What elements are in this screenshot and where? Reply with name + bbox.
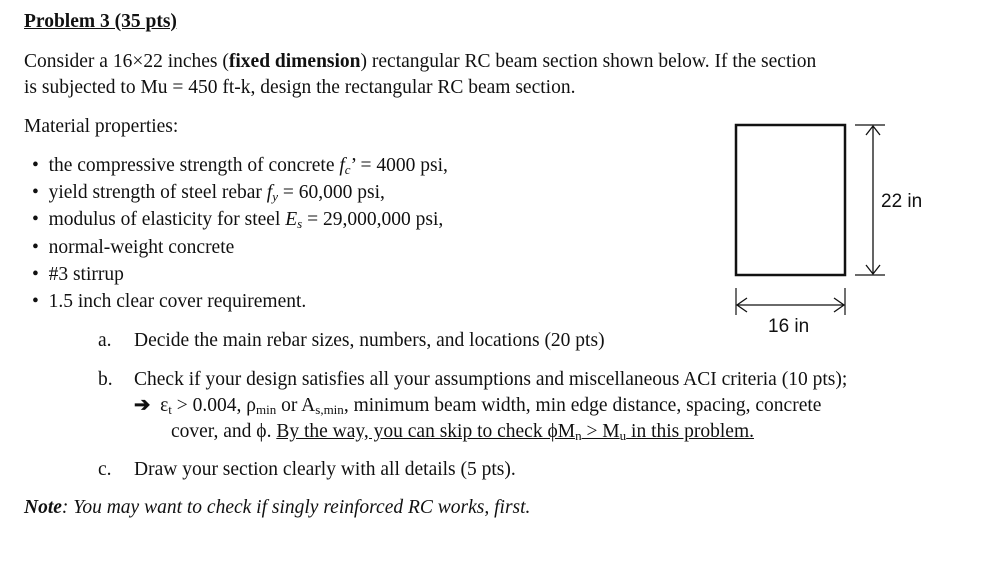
- task-a-text: Decide the main rebar sizes, numbers, and locations (20 pts): [134, 330, 605, 351]
- bullet: •: [32, 155, 39, 176]
- beam-section-rectangle: [736, 125, 845, 275]
- task-c-text: Draw your section clearly with all details (5 pts).: [134, 459, 516, 480]
- intro-line-1: [24, 50, 816, 74]
- material-item-stirrup: • #3 stirrup: [32, 264, 124, 285]
- height-label: 22 in: [881, 191, 923, 212]
- intro-line-2: is subjected to Mu = 450 ft-k, design the rectangular RC beam section.: [24, 77, 576, 98]
- bullet: •: [32, 209, 39, 230]
- bullet: •: [32, 182, 39, 203]
- material-item-concrete: • normal-weight concrete: [32, 237, 235, 258]
- material-heading: Material properties:: [24, 116, 179, 137]
- beam-section-figure: [725, 115, 965, 345]
- fixed-dimension-text: fixed dimension: [228, 51, 361, 72]
- width-label: 16 in: [768, 316, 810, 337]
- intro-text-a: Consider a 16×22 inches (: [24, 51, 229, 72]
- task-a-label: a.: [98, 330, 112, 351]
- note-label: Note: [24, 497, 62, 518]
- material-item-cover: • 1.5 inch clear cover requirement.: [32, 291, 307, 312]
- task-c-label: c.: [98, 459, 112, 480]
- note-text: : You may want to check if singly reinforced RC works, first.: [61, 497, 531, 518]
- material-item-fc: • the compressive strength of concrete $f_c$’ = 4000 psi,: [32, 155, 448, 177]
- bullet: •: [32, 237, 39, 258]
- problem-title: Problem 3 (35 pts): [24, 11, 177, 32]
- task-b-label: b.: [98, 369, 113, 390]
- material-item-es: • modulus of elasticity for steel $E_s = 29,000,000$ psi,: [32, 209, 444, 231]
- bullet: •: [32, 291, 39, 312]
- bullet: •: [32, 264, 39, 285]
- material-item-fy: • yield strength of steel rebar $f_y = 60,000$ psi,: [32, 182, 385, 204]
- task-b-criteria-line: ➔ εt > 0.004, ρmin or As,min, minimum beam width, min edge distance, spacing, concrete: [134, 395, 822, 417]
- note: [24, 496, 530, 520]
- task-b-text: Check if your design satisfies all your assumptions and miscellaneous ACI criteria (10 pts);: [134, 369, 848, 390]
- width-dimension: [736, 288, 845, 315]
- skip-note: By the way, you can skip to check ϕMn > Mu in this problem.: [276, 421, 754, 443]
- intro-text-c: ) rectangular RC beam section shown below. If the section: [360, 51, 817, 72]
- task-b-cover-line: cover, and ϕ. By the way, you can skip to check ϕMn > Mu in this problem.: [171, 421, 754, 443]
- arrow-icon: ➔: [134, 395, 151, 416]
